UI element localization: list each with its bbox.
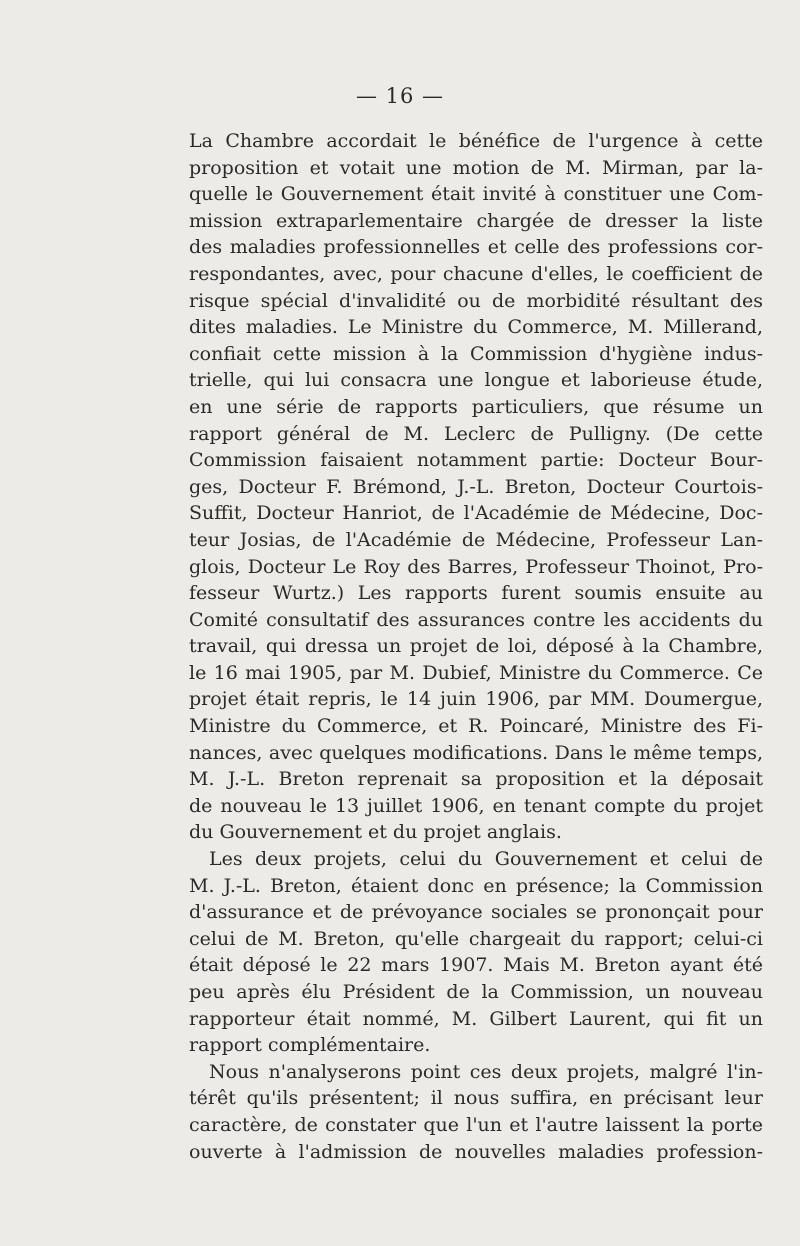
text-line: était déposé le 22 mars 1907. Mais M. Breton ayant été [189,954,763,977]
text-line: Commission faisaient notamment partie: Docteur Bour- [189,449,763,472]
text-line: respondantes, avec, pour chacune d'elles, le coefficient de [189,262,763,285]
text-line: glois, Docteur Le Roy des Barres, Professeur Thoinot, Pro- [189,555,763,578]
text-line: caractère, de constater que l'un et l'autre laissent la porte [189,1113,763,1136]
text-line: M. J.-L. Breton, étaient donc en présence; la Commission [189,874,763,897]
paragraph-end-line: rapport complémentaire. [189,1034,431,1057]
text-line: térêt qu'ils présentent; il nous suffira, en précisant leur [189,1087,763,1110]
text-line: peu après élu Président de la Commission, un nouveau [189,981,763,1003]
text-line: en une série de rapports particuliers, que résume un [189,395,763,418]
text-line: travail, qui dressa un projet de loi, déposé à la Chambre, [189,635,763,658]
paragraph-start-line: Les deux projets, celui du Gouvernement et celui de [209,848,763,871]
paragraph-start-line: Nous n'analyserons point ces deux projets, malgré l'in- [209,1060,763,1083]
text-line: ges, Docteur F. Brémond, J.-L. Breton, Docteur Courtois- [189,475,763,498]
text-line: teur Josias, de l'Académie de Médecine, Professeur Lan- [189,528,763,551]
text-line: nances, avec quelques modifications. Dans le même temps, [189,741,763,764]
text-line: Comité consultatif des assurances contre les accidents du [189,608,763,631]
text-line: dites maladies. Le Ministre du Commerce, M. Millerand, [189,316,763,339]
text-line: de nouveau le 13 juillet 1906, en tenant compte du projet [189,794,763,817]
text-line: risque spécial d'invalidité ou de morbidité résultant des [189,289,763,312]
text-line: La Chambre accordait le bénéfice de l'urgence à cette [189,130,763,152]
text-line: proposition et votait une motion de M. Mirman, par la- [189,156,763,179]
text-line: mission extraparlementaire chargée de dresser la liste [189,209,763,232]
text-line: trielle, qui lui consacra une longue et laborieuse étude, [189,369,763,392]
page-number: — 16 — [355,84,445,108]
text-line: des maladies professionnelles et celle des professions cor- [189,236,763,259]
text-line: rapport général de M. Leclerc de Pulligny. (De cette [189,422,763,445]
text-line: M. J.-L. Breton reprenait sa proposition et la déposait [189,768,763,791]
text-line: Suffit, Docteur Hanriot, de l'Académie de Médecine, Doc- [189,502,763,525]
text-line: projet était repris, le 14 juin 1906, par MM. Doumergue, [189,688,763,711]
paragraph-end-line: du Gouvernement et du projet anglais. [189,821,562,844]
text-line: celui de M. Breton, qu'elle chargeait du rapport; celui-ci [189,927,763,950]
body-text [189,128,763,1165]
text-line: Ministre du Commerce, et R. Poincaré, Ministre des Fi- [189,715,763,738]
text-line: quelle le Gouvernement était invité à constituer une Com- [189,183,763,206]
text-line: fesseur Wurtz.) Les rapports furent soumis ensuite au [189,582,763,605]
text-line: confiait cette mission à la Commission d'hygiène indus- [189,342,763,365]
text-line: rapporteur était nommé, M. Gilbert Laurent, qui fit un [189,1007,763,1030]
text-line: le 16 mai 1905, par M. Dubief, Ministre du Commerce. Ce [189,661,763,684]
text-line: ouverte à l'admission de nouvelles maladies profession- [189,1140,763,1163]
text-line: d'assurance et de prévoyance sociales se prononçait pour [189,901,763,924]
